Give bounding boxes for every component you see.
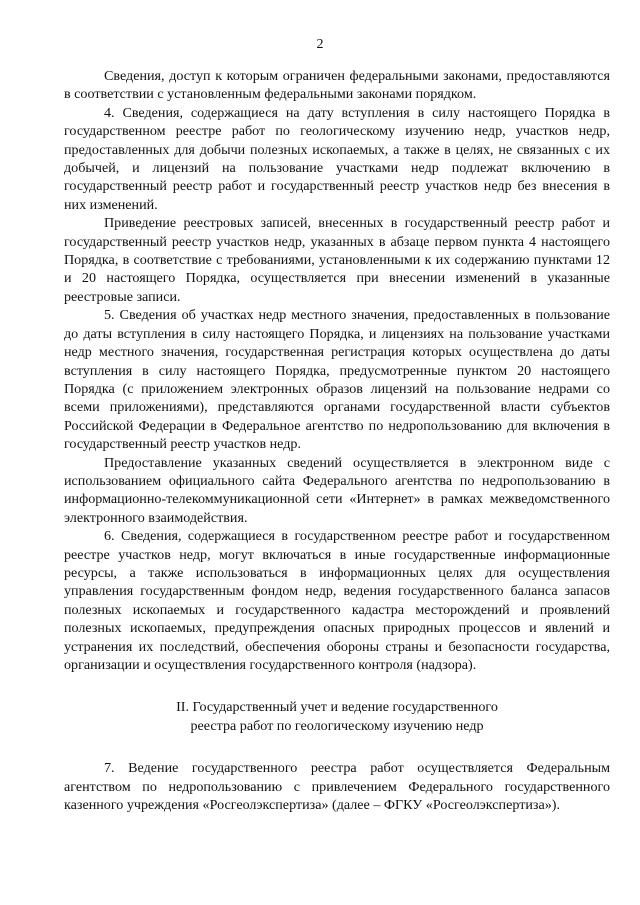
paragraph-item-4: 4. Сведения, содержащиеся на дату вступления в силу настоящего Порядка в государственном реестре работ по геологическому изучению недр, участков недр, предоставленных для добычи полезных ископаемых, а также в целях, не связанных с их добычей, и лицензий на пользование участками недр подлежат включению в государственный реестр работ и государственный реестр участков недр без внесения в них изменений. — [64, 104, 610, 213]
page-number: 2 — [316, 37, 324, 52]
paragraph: Предоставление указанных сведений осуществляется в электронном виде с использованием официального сайта Федерального агентства по недропользованию в информационно-телекоммуникационной сети «Интернет» в рамках межведомственного электронного взаимодействия. — [64, 454, 610, 526]
document-body — [64, 67, 610, 814]
section-heading-line-1: II. Государственный учет и ведение государственного — [176, 699, 498, 716]
section-heading-line-2: реестра работ по геологическому изучению недр — [190, 717, 484, 734]
paragraph: Приведение реестровых записей, внесенных в государственный реестр работ и государственный реестр участков недр, указанных в абзаце первом пункта 4 настоящего Порядка, в соответствие с требованиями, установленными к их содержанию пунктами 12 и 20 настоящего Порядка, осуществляется при внесении изменений в указанные реестровые записи. — [64, 215, 610, 305]
paragraph: Сведения, доступ к которым ограничен федеральными законами, предоставляются в соответствии с установленным федеральными законами порядком. — [64, 68, 610, 103]
paragraph-item-6: 6. Сведения, содержащиеся в государственном реестре работ и государственном реестре участков недр, могут включаться в иные государственные информационные ресурсы, а также использоваться в информационных целях для осуществления управления государственным фондом недр, ведения государственного баланса запасов полезных ископаемых и государственного кадастра месторождений и проявлений полезных ископаемых, предупреждения опасных природных процессов и явлений и устранения их последствий, обеспечения обороны страны и безопасности государства, организации и осуществления государственного контроля (надзора). — [64, 528, 610, 673]
paragraph-item-7: 7. Ведение государственного реестра работ осуществляется Федеральным агентством по недропользованию с привлечением Федерального государственного казенного учреждения «Росгеолэкспертиза» (далее – ФГКУ «Росгеолэкспертиза»). — [64, 760, 610, 814]
section-heading — [64, 698, 610, 735]
paragraph-item-5: 5. Сведения об участках недр местного значения, предоставленных в пользование до даты вступления в силу настоящего Порядка, и лицензиях на пользование участками недр местного значения, государственная регистрация которых осуществлена до даты вступления в силу настоящего Порядка, предусмотренные пунктом 20 настоящего Порядка (с приложением электронных образов лицензий на пользование недрами со всеми приложениями), представляются органами государственной власти субъектов Российской Федерации в Федеральное агентство по недропользованию для включения в государственный реестр участков недр. — [64, 307, 610, 453]
